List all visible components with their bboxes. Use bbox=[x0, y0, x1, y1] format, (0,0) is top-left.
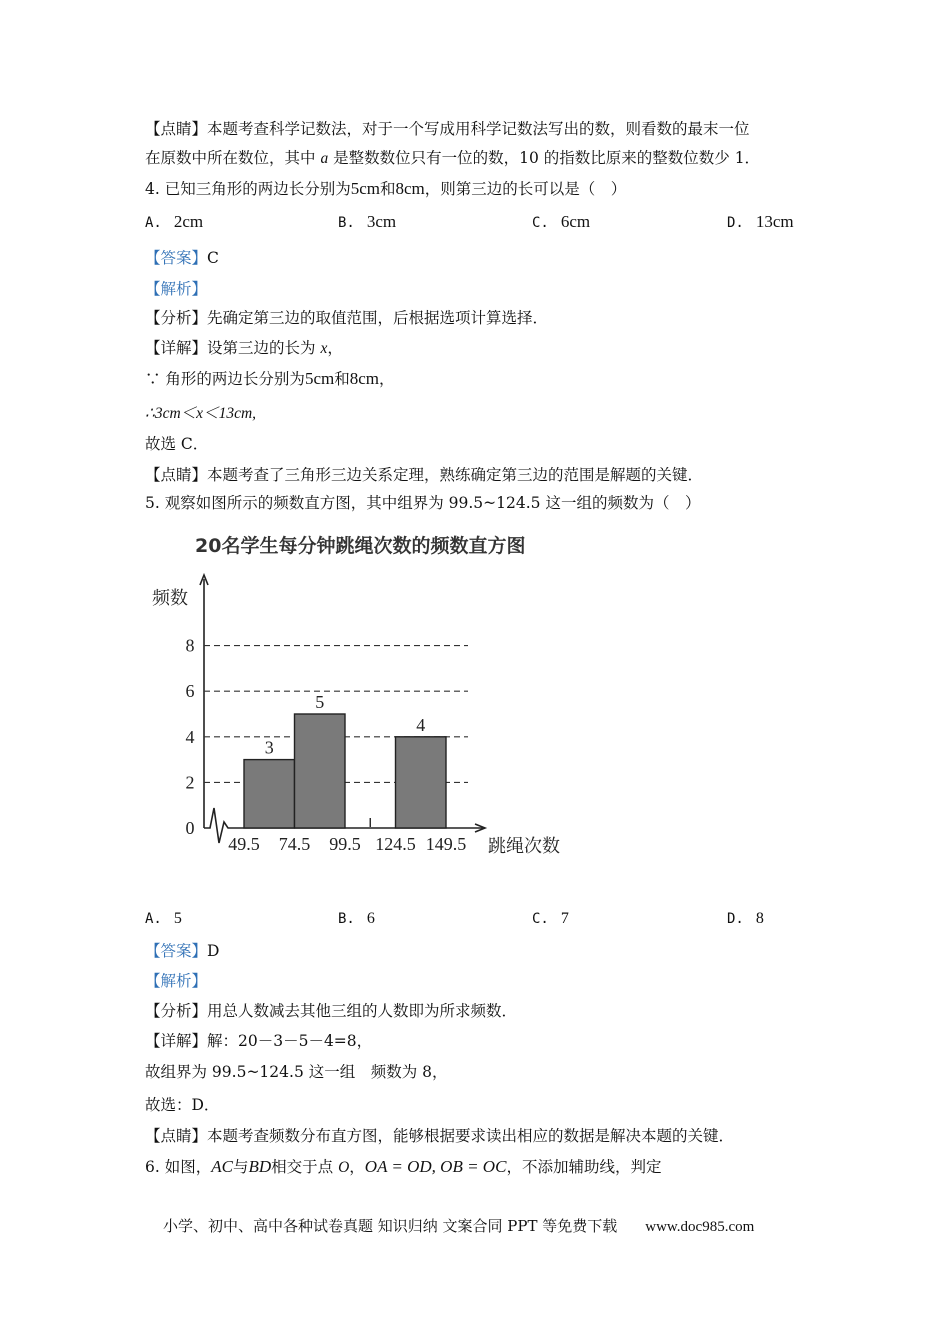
dianjing-5: 【点睛】本题考查频数分布直方图，能够根据要求读出相应的数据是解决本题的关键． bbox=[145, 1127, 735, 1145]
guxuan-5: 故选：D． bbox=[145, 1096, 220, 1114]
histogram-chart bbox=[140, 528, 590, 868]
y-tick-label: 6 bbox=[185, 681, 195, 702]
text: 和 bbox=[334, 370, 350, 388]
text: ， bbox=[349, 1158, 365, 1176]
answer-5 bbox=[145, 939, 219, 961]
option-value: 2cm bbox=[173, 212, 204, 231]
option-letter: C. bbox=[532, 215, 549, 231]
math-bd: BD bbox=[248, 1157, 272, 1176]
text: ，不添加辅助线，判定 bbox=[506, 1158, 662, 1176]
x-tick-label: 49.5 bbox=[228, 834, 260, 854]
text: 4. 已知三角形的两边长分别为 bbox=[145, 180, 351, 198]
text: ， bbox=[379, 370, 395, 388]
q4-option-a bbox=[145, 212, 203, 232]
text: 与 bbox=[232, 1158, 249, 1176]
chart-title: 20名学生每分钟跳绳次数的频数直方图 bbox=[195, 535, 526, 557]
fenxi-5: 【分析】用总人数减去其他三组的人数即为所求频数． bbox=[145, 1002, 518, 1020]
page-footer bbox=[163, 1215, 754, 1236]
question-4 bbox=[145, 177, 626, 199]
footer-url[interactable]: www.doc985.com bbox=[645, 1219, 755, 1235]
option-letter: C. bbox=[532, 911, 549, 927]
option-letter: A. bbox=[145, 215, 162, 231]
q4-option-b bbox=[338, 212, 396, 232]
x-axis-label: 跳绳次数 bbox=[488, 836, 560, 857]
math-8cm: 8cm bbox=[349, 369, 380, 388]
fenxi-4: 【分析】先确定第三边的取值范围，后根据选项计算选择． bbox=[145, 309, 549, 327]
text: 相交于点 bbox=[271, 1158, 339, 1176]
bar-value-label: 3 bbox=[264, 737, 274, 758]
option-letter: B. bbox=[338, 911, 355, 927]
q5-option-d bbox=[727, 909, 764, 928]
option-value: 5 bbox=[173, 910, 182, 927]
dianjing-q3-cont bbox=[145, 146, 760, 168]
y-axis-label: 频数 bbox=[152, 588, 188, 609]
math-5cm: 5cm bbox=[304, 369, 335, 388]
math-5cm: 5cm bbox=[350, 179, 380, 198]
text: 和 bbox=[380, 180, 396, 198]
text: 【详解】设第三边的长为 bbox=[145, 339, 321, 357]
because-line bbox=[145, 367, 395, 389]
y-tick-label: 8 bbox=[185, 635, 195, 656]
x-tick-label: 74.5 bbox=[278, 834, 311, 854]
histogram-bar bbox=[396, 737, 447, 828]
answer-tag: 【答案】 bbox=[145, 942, 208, 960]
variable-x: x bbox=[320, 340, 328, 357]
answer-tag: 【答案】 bbox=[145, 249, 208, 267]
y-tick-label: 0 bbox=[185, 818, 195, 838]
dianjing-q3: 【点睛】本题考查科学记数法，对于一个写成用科学记数法写出的数，则看数的最末一位 bbox=[145, 120, 750, 138]
q4-option-d bbox=[727, 212, 794, 232]
text: ∵ 角形的两边长分别为 bbox=[145, 370, 305, 388]
option-value: 6cm bbox=[560, 212, 591, 231]
guxuan-4: 故选 C． bbox=[145, 435, 209, 453]
variable-o: O bbox=[338, 1159, 350, 1176]
q5-option-a bbox=[145, 909, 182, 928]
jiexi-4: 【解析】 bbox=[145, 280, 208, 298]
q5-option-b bbox=[338, 909, 375, 928]
xiangjie-4 bbox=[145, 336, 343, 358]
option-letter: D. bbox=[727, 911, 744, 927]
option-value: 3cm bbox=[366, 212, 397, 231]
answer-4 bbox=[145, 246, 219, 268]
q4-option-c bbox=[532, 212, 590, 232]
option-letter: A. bbox=[145, 911, 162, 927]
histogram-bar bbox=[295, 714, 346, 828]
xiangjie-5: 【详解】解：20－3－5－4=8， bbox=[145, 1032, 373, 1050]
option-value: 13cm bbox=[755, 212, 794, 231]
answer-value: C bbox=[207, 249, 219, 267]
question-6 bbox=[145, 1155, 661, 1177]
jiexi-5: 【解析】 bbox=[145, 972, 208, 990]
variable-a: a bbox=[320, 150, 329, 167]
y-tick-label: 2 bbox=[185, 772, 195, 793]
text: 6. 如图， bbox=[145, 1158, 212, 1176]
x-tick-label: 149.5 bbox=[425, 834, 467, 854]
option-letter: D. bbox=[727, 215, 744, 231]
option-value: 8 bbox=[755, 910, 764, 927]
text: 是整数数位只有一位的数，10 的指数比原来的整数位数少 1． bbox=[328, 149, 761, 167]
zujie-5: 故组界为 99.5~124.5 这一组 频数为 8， bbox=[145, 1063, 448, 1081]
bar-value-label: 5 bbox=[315, 692, 325, 712]
text: ， bbox=[327, 339, 343, 357]
histogram-bar bbox=[244, 760, 295, 828]
y-tick-label: 4 bbox=[185, 726, 195, 747]
therefore-line: ∴3cm＜x＜13cm, bbox=[145, 405, 257, 422]
answer-value: D bbox=[207, 942, 220, 960]
dianjing-4: 【点睛】本题考查了三角形三边关系定理，熟练确定第三边的范围是解题的关键． bbox=[145, 466, 704, 484]
q5-option-c bbox=[532, 909, 569, 928]
option-value: 7 bbox=[560, 910, 569, 927]
text: ，则第三边的长可以是（ ） bbox=[424, 180, 627, 198]
footer-text: 小学、初中、高中各种试卷真题 知识归纳 文案合同 PPT 等免费下载 bbox=[163, 1217, 618, 1235]
option-letter: B. bbox=[338, 215, 355, 231]
bar-value-label: 4 bbox=[416, 714, 426, 735]
math-equalities: OA = OD, OB = OC bbox=[364, 1157, 507, 1176]
option-value: 6 bbox=[366, 910, 375, 927]
chart-body bbox=[152, 575, 560, 857]
question-5: 5. 观察如图所示的频数直方图，其中组界为 99.5~124.5 这一组的频数为（ ） bbox=[145, 494, 701, 512]
text: 在原数中所在数位，其中 bbox=[145, 149, 321, 167]
math-ac: AC bbox=[211, 1157, 233, 1176]
x-tick-label: 99.5 bbox=[329, 834, 361, 854]
x-tick-label: 124.5 bbox=[375, 834, 416, 854]
math-8cm: 8cm bbox=[395, 179, 425, 198]
